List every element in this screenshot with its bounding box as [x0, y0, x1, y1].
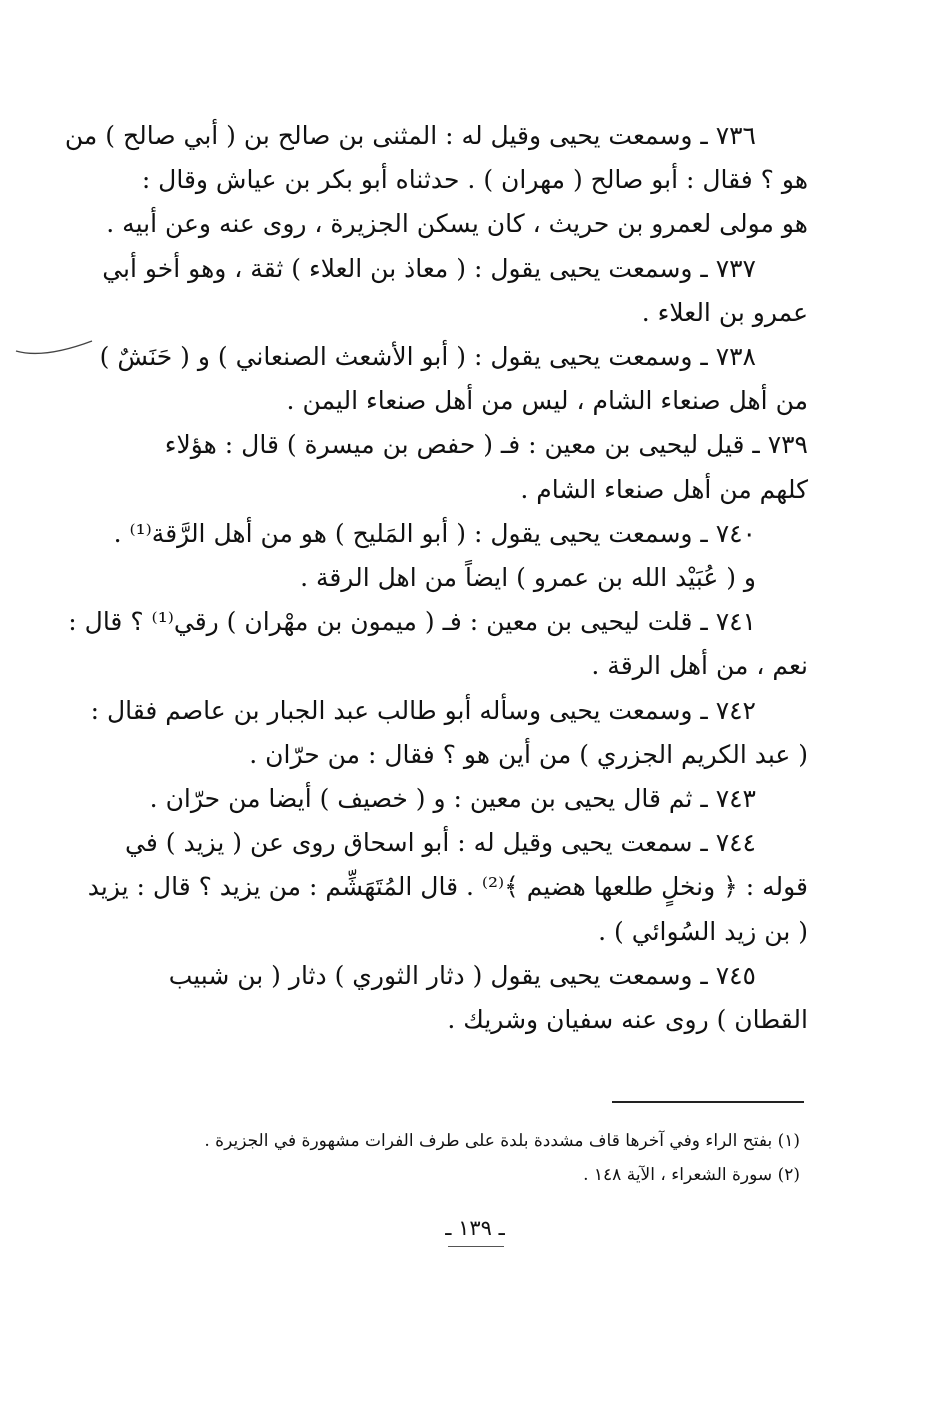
text-line: ٧٣٧ ـ وسمعت يحيى يقول : ( معاذ بن العلاء ) ثقة ، وهو أخو أبي — [102, 253, 756, 283]
text-line: ( عبد الكريم الجزري ) من أين هو ؟ فقال : من حرّان . — [249, 739, 808, 769]
footnote-1: (١) بفتح الراء وفي آخرها قاف مشددة بلدة على طرف الفرات مشهورة في الجزيرة . — [204, 1131, 800, 1151]
footnote-divider — [612, 1101, 804, 1103]
text-line: هو ؟ فقال : أبو صالح ( مهران ) . حدثناه أبو بكر بن عياش وقال : — [141, 165, 808, 195]
entry-738 — [99, 335, 808, 423]
text-line: قوله : ﴿ ونخلٍ طلعها هضيم ﴾⁽²⁾ . قال المُتَهَشِّم : من يزيد ؟ قال : يزيد — [87, 872, 808, 902]
text-line: كلهم من أهل صنعاء الشام . — [520, 474, 808, 504]
entry-741 — [68, 600, 808, 688]
text-line: ( بن زيد السُوائي ) . — [598, 916, 808, 946]
entry-745 — [158, 954, 808, 1042]
entry-744 — [87, 821, 808, 954]
footnote-2: (٢) سورة الشعراء ، الآية ١٤٨ . — [583, 1165, 800, 1185]
text-line: نعم ، من أهل الرقة . — [591, 651, 808, 681]
text-line: هو مولى لعمرو بن حريث ، كان يسكن الجزيرة ، روى عنه وعن أبيه . — [106, 209, 808, 239]
entry-737 — [102, 247, 808, 335]
text-line: ٧٤٤ ـ سمعت يحيى وقيل له : أبو اسحاق روى عن ( يزيد ) في — [125, 828, 756, 858]
text-line: ٧٣٩ ـ قيل ليحيى بن معين : فـ ( حفص بن ميسرة ) قال : هؤلاء — [164, 430, 808, 460]
text-line: ٧٤٣ ـ ثم قال يحيى بن معين : و ( خصيف ) أيضا من حرّان . — [149, 784, 756, 814]
page-number-underline — [448, 1246, 504, 1247]
entry-736 — [64, 114, 808, 247]
text-line: ٧٤١ ـ قلت ليحيى بن معين : فـ ( ميمون بن مهْران ) رقي⁽¹⁾ ؟ قال : — [68, 607, 756, 637]
stray-pen-mark — [14, 337, 94, 361]
text-line: ٧٣٦ ـ وسمعت يحيى وقيل له : المثنى بن صالح بن ( أبي صالح ) من — [64, 121, 756, 150]
entry-739 — [158, 423, 808, 511]
text-line: القطان ) روى عنه سفيان وشريك . — [447, 1005, 808, 1035]
text-line: ٧٣٨ ـ وسمعت يحيى يقول : ( أبو الأشعث الصنعاني ) و ( حَنَشٌ ) — [99, 342, 756, 372]
entry-743 — [149, 777, 808, 821]
text-line: و ( عُبَيْد الله بن عمرو ) ايضاً من اهل الرقة . — [300, 563, 756, 593]
entry-742 — [90, 689, 808, 777]
text-line: ٧٤٠ ـ وسمعت يحيى يقول : ( أبو المَليح ) هو من أهل الرَّقة⁽¹⁾ . — [113, 518, 756, 548]
page-number: ـ ١٣٩ ـ — [445, 1216, 505, 1240]
text-line: من أهل صنعاء الشام ، ليس من أهل صنعاء اليمن . — [286, 386, 808, 416]
footnotes — [170, 1124, 800, 1192]
text-line: ٧٤٥ ـ وسمعت يحيى يقول ( دثار الثوري ) دثار ( بن شبيب — [168, 960, 756, 990]
main-text — [64, 114, 808, 1042]
entry-740 — [113, 512, 808, 600]
text-line: ٧٤٢ ـ وسمعت يحيى وسأله أبو طالب عبد الجبار بن عاصم فقال : — [90, 695, 756, 725]
text-line: عمرو بن العلاء . — [641, 297, 808, 327]
